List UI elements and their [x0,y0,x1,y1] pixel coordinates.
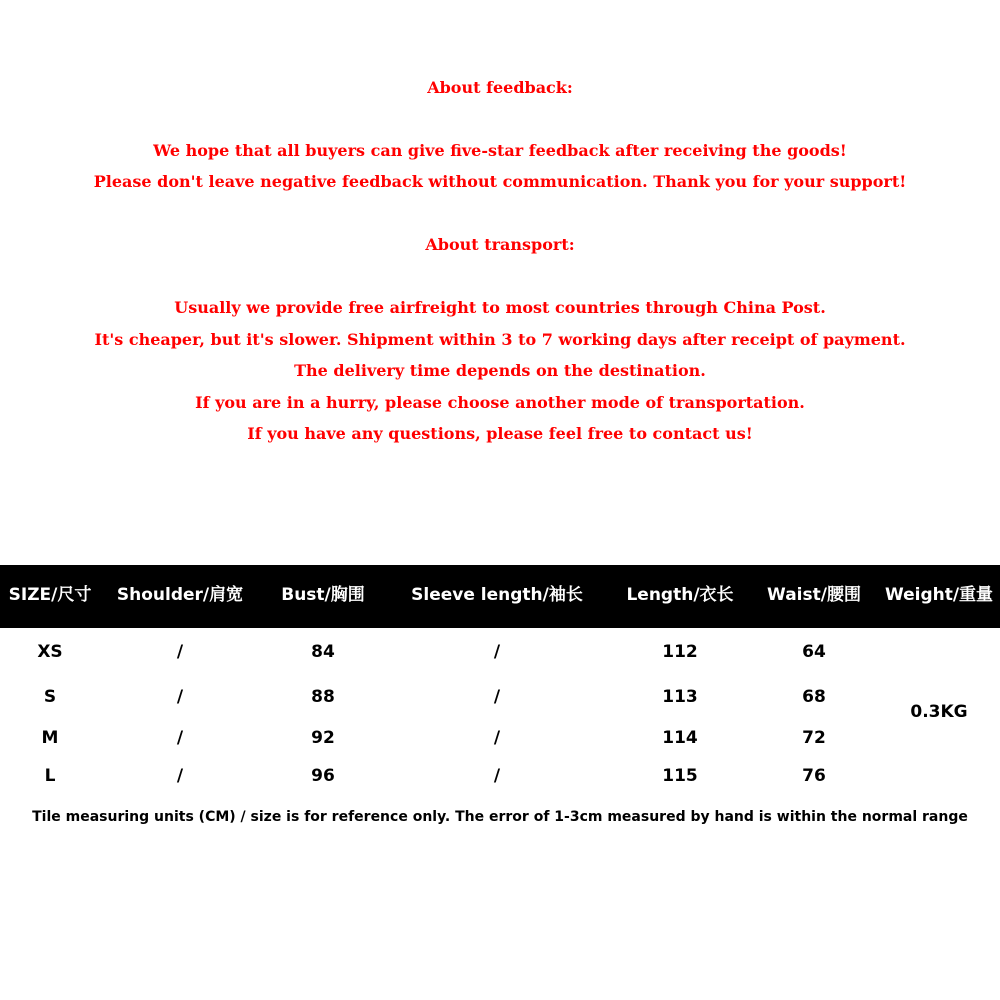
transport-line-3: The delivery time depends on the destination. [294,361,706,380]
cell-size: M [41,728,59,748]
cell-size: L [44,766,56,786]
size-table-header [0,565,1000,628]
cell-waist: 72 [802,728,826,748]
header-sleeve-length: Sleeve length/袖长 [411,585,583,605]
cell-size: XS [37,642,63,662]
feedback-line-1: We hope that all buyers can give five-star feedback after receiving the goods! [153,141,847,160]
cell-shoulder: / [176,642,184,662]
cell-waist: 68 [802,687,826,707]
cell-shoulder: / [176,728,184,748]
header-size: SIZE/尺寸 [8,585,92,605]
cell-shoulder: / [176,687,184,707]
cell-bust: 88 [311,687,335,707]
cell-length: 112 [662,642,698,662]
cell-sleeve: / [493,687,501,707]
transport-line-4: If you are in a hurry, please choose another mode of transportation. [195,393,805,412]
transport-line-2: It's cheaper, but it's slower. Shipment within 3 to 7 working days after receipt of payment. [94,330,906,349]
cell-waist: 64 [802,642,826,662]
cell-sleeve: / [493,728,501,748]
header-bust: Bust/胸围 [281,585,365,605]
transport-line-5: If you have any questions, please feel free to contact us! [247,424,753,443]
feedback-line-2: Please don't leave negative feedback without communication. Thank you for your support! [93,172,907,191]
cell-length: 115 [662,766,698,786]
cell-bust: 84 [311,642,335,662]
cell-sleeve: / [493,766,501,786]
header-weight: Weight/重量 [884,585,994,605]
transport-line-1: Usually we provide free airfreight to most countries through China Post. [174,298,826,317]
cell-bust: 96 [311,766,335,786]
cell-length: 113 [662,687,698,707]
cell-length: 114 [662,728,698,748]
cell-size: S [43,687,57,707]
header-length: Length/衣长 [626,585,734,605]
header-waist: Waist/腰围 [767,585,861,605]
cell-shoulder: / [176,766,184,786]
header-shoulder: Shoulder/肩宽 [116,585,244,605]
measurement-note: Tile measuring units (CM) / size is for reference only. The error of 1-3cm measured by hand is within the normal range [32,809,968,825]
feedback-title: About feedback: [427,78,573,97]
cell-bust: 92 [311,728,335,748]
cell-weight: 0.3KG [910,702,968,722]
transport-title: About transport: [425,235,575,254]
cell-waist: 76 [802,766,826,786]
cell-sleeve: / [493,642,501,662]
